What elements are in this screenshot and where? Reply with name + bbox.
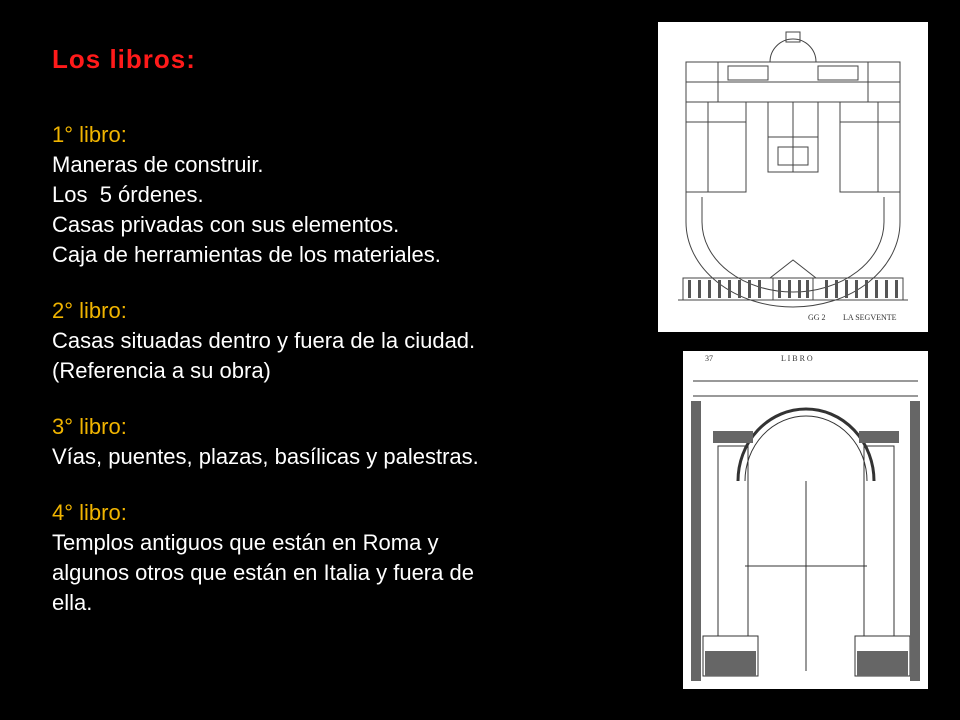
book-heading: 4° libro: xyxy=(52,500,127,525)
book-line: Caja de herramientas de los materiales. xyxy=(52,242,441,267)
arch-drawing xyxy=(683,351,928,689)
arch-page-number: 37 xyxy=(705,354,713,363)
book-3 xyxy=(52,412,612,472)
books-list xyxy=(52,120,612,644)
arch-illustration xyxy=(683,351,928,689)
book-1 xyxy=(52,120,612,270)
slide-title: Los libros: xyxy=(52,44,196,74)
book-line: (Referencia a su obra) xyxy=(52,358,271,383)
arch-header: L I B R O xyxy=(781,354,813,363)
villa-plan-illustration xyxy=(658,22,928,332)
book-line: Casas privadas con sus elementos. xyxy=(52,212,400,237)
villa-plan-drawing xyxy=(658,22,928,332)
book-2 xyxy=(52,296,612,386)
book-heading: 2° libro: xyxy=(52,298,127,323)
book-line: Casas situadas dentro y fuera de la ciudad. xyxy=(52,328,476,353)
plan-caption-left: GG 2 xyxy=(808,313,826,322)
book-line: Templos antiguos que están en Roma y xyxy=(52,530,439,555)
plan-caption-right: LA SEGVENTE xyxy=(843,313,897,322)
book-line: Los 5 órdenes. xyxy=(52,182,204,207)
book-4 xyxy=(52,498,612,618)
book-line: algunos otros que están en Italia y fuera de xyxy=(52,560,474,585)
book-line: ella. xyxy=(52,590,93,615)
book-heading: 1° libro: xyxy=(52,122,127,147)
book-line: Vías, puentes, plazas, basílicas y palestras. xyxy=(52,444,479,469)
book-line: Maneras de construir. xyxy=(52,152,264,177)
book-heading: 3° libro: xyxy=(52,414,127,439)
